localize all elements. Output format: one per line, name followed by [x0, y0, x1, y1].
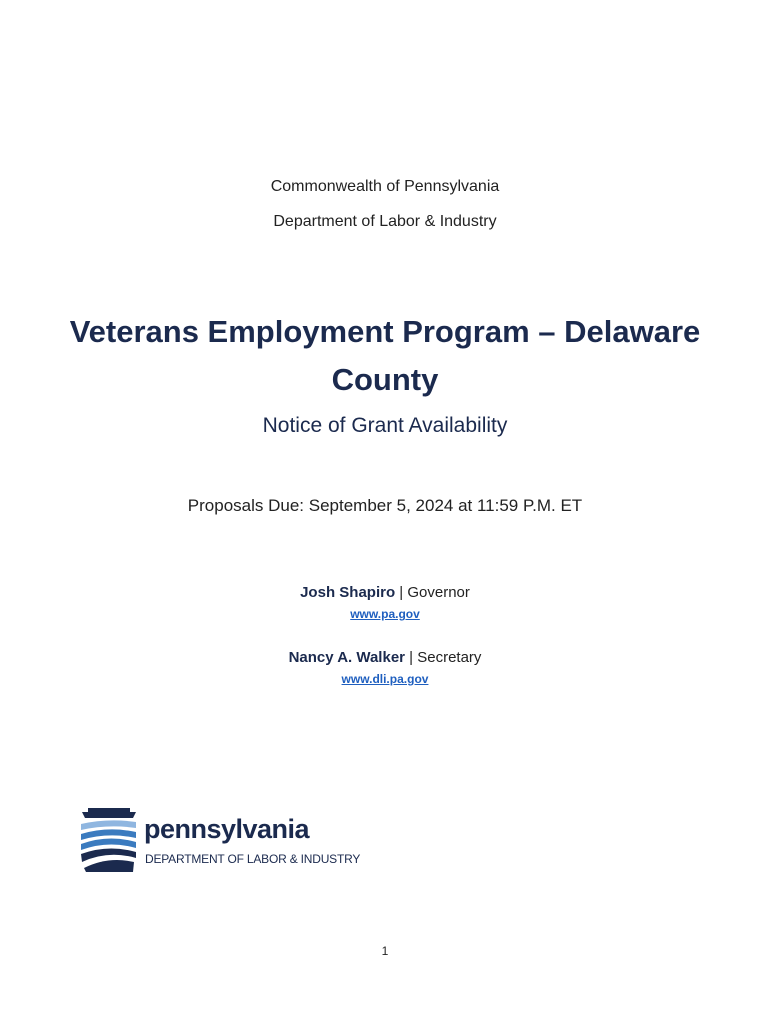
secretary-separator: | [405, 649, 418, 666]
page-number: 1 [381, 944, 389, 958]
governor-link-row [0, 605, 770, 623]
org-name: Commonwealth of Pennsylvania [270, 178, 500, 195]
secretary-link-row [0, 670, 770, 688]
keystone-icon [78, 806, 140, 876]
dli-gov-link[interactable]: www.dli.pa.gov [341, 672, 429, 686]
logo-wordmark: pennsylvania [144, 814, 310, 844]
logo-department: DEPARTMENT OF LABOR & INDUSTRY [145, 852, 361, 866]
secretary-name: Nancy A. Walker [288, 649, 405, 666]
governor-role: Governor [407, 584, 470, 601]
document-title: Veterans Employment Program – Delaware County [69, 314, 701, 397]
pa-labor-industry-logo [78, 806, 378, 876]
governor-line [0, 584, 770, 601]
governor-separator: | [395, 584, 408, 601]
department-name: Department of Labor & Industry [273, 213, 497, 230]
pa-gov-link[interactable]: www.pa.gov [350, 607, 420, 621]
proposals-due: Proposals Due: September 5, 2024 at 11:59 P.M. ET [187, 496, 583, 515]
document-subtitle: Notice of Grant Availability [262, 414, 508, 437]
secretary-line [0, 649, 770, 666]
governor-name: Josh Shapiro [300, 584, 396, 601]
secretary-role: Secretary [417, 649, 482, 666]
